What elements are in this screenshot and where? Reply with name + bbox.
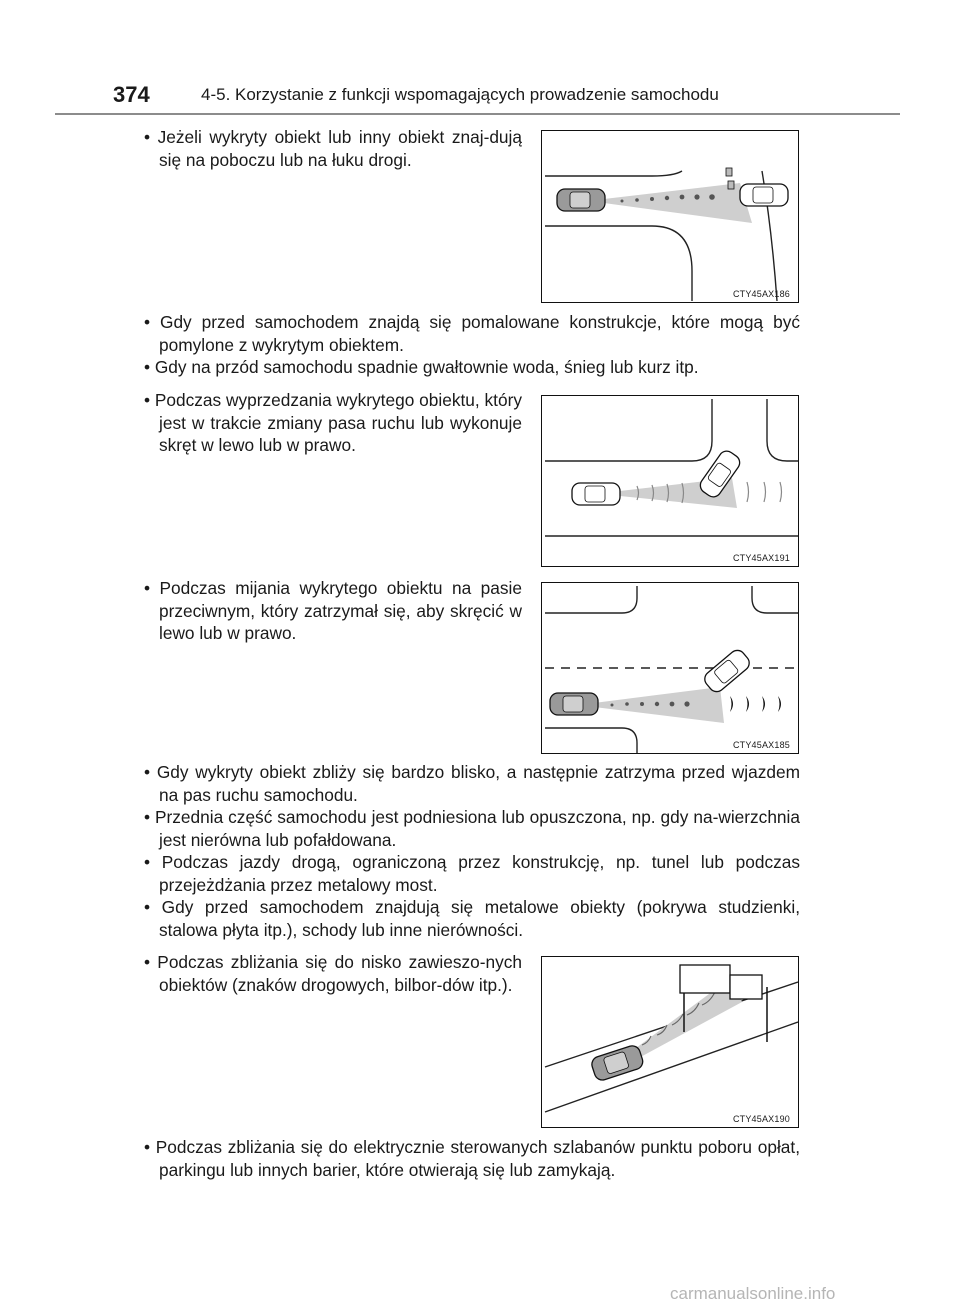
header-divider [55,113,900,115]
figure-code: CTY45AX186 [732,289,790,299]
bullet-item: • Podczas jazdy drogą, ograniczoną przez konstrukcję, np. tunel lub podczas przejeżdżania przez metalowy most. [144,852,800,895]
figure-curve-road [541,130,799,303]
bullet-item: • Gdy przed samochodem znajdują się metalowe obiekty (pokrywa studzienki, stalowa płyta itp.), schody lub inne nierówności. [144,897,800,940]
text-block-6 [144,951,522,996]
page-number: 374 [113,82,150,107]
bullet-item: • Podczas zbliżania się do elektrycznie sterowanych szlabanów punktu poboru opłat, parkingu lub innych barier, które otwierają się lub zamykają. [144,1137,800,1180]
chapter-title: 4-5. Korzystanie z funkcji wspomagających prowadzenie samochodu [201,85,719,104]
text-block-7 [144,1136,800,1181]
bullet-item: • Podczas zbliżania się do nisko zawieszo-nych obiektów (znaków drogowych, bilbor-dów itp.). [144,952,522,995]
figure-code: CTY45AX190 [732,1114,790,1124]
text-block-1 [144,126,522,171]
bullet-item: • Gdy na przód samochodu spadnie gwałtownie woda, śnieg lub kurz itp. [144,357,699,377]
watermark: carmanualsonline.info [670,1284,836,1303]
figure-code: CTY45AX191 [732,553,790,563]
bullet-item: • Gdy przed samochodem znajdą się pomalowane konstrukcje, które mogą być pomylone z wykrytym obiektem. [144,312,800,355]
bullet-item: • Jeżeli wykryty obiekt lub inny obiekt znaj-dują się na poboczu lub na łuku drogi. [144,127,522,170]
bullet-item: • Podczas wyprzedzania wykrytego obiektu, który jest w trakcie zmiany pasa ruchu lub wykonuje skręt w lewo lub w prawo. [144,390,522,455]
bullet-item: • Przednia część samochodu jest podniesiona lub opuszczona, np. gdy na-wierzchnia jest nierówna lub pofałdowana. [144,807,800,850]
text-block-4 [144,577,522,645]
bullet-item: • Podczas mijania wykrytego obiektu na pasie przeciwnym, który zatrzymał się, aby skręcić w lewo lub w prawo. [144,578,522,643]
figure-turning-vehicle [541,395,799,567]
text-block-3 [144,389,522,457]
bullet-item: • Gdy wykryty obiekt zbliży się bardzo blisko, a następnie zatrzyma przed wjazdem na pas ruchu samochodu. [144,762,800,805]
page-header [113,82,873,112]
figure-overhead-sign [541,956,799,1128]
text-block-2 [144,311,800,379]
figure-oncoming-vehicle [541,582,799,754]
figure-code: CTY45AX185 [732,740,790,750]
text-block-5 [144,761,800,941]
